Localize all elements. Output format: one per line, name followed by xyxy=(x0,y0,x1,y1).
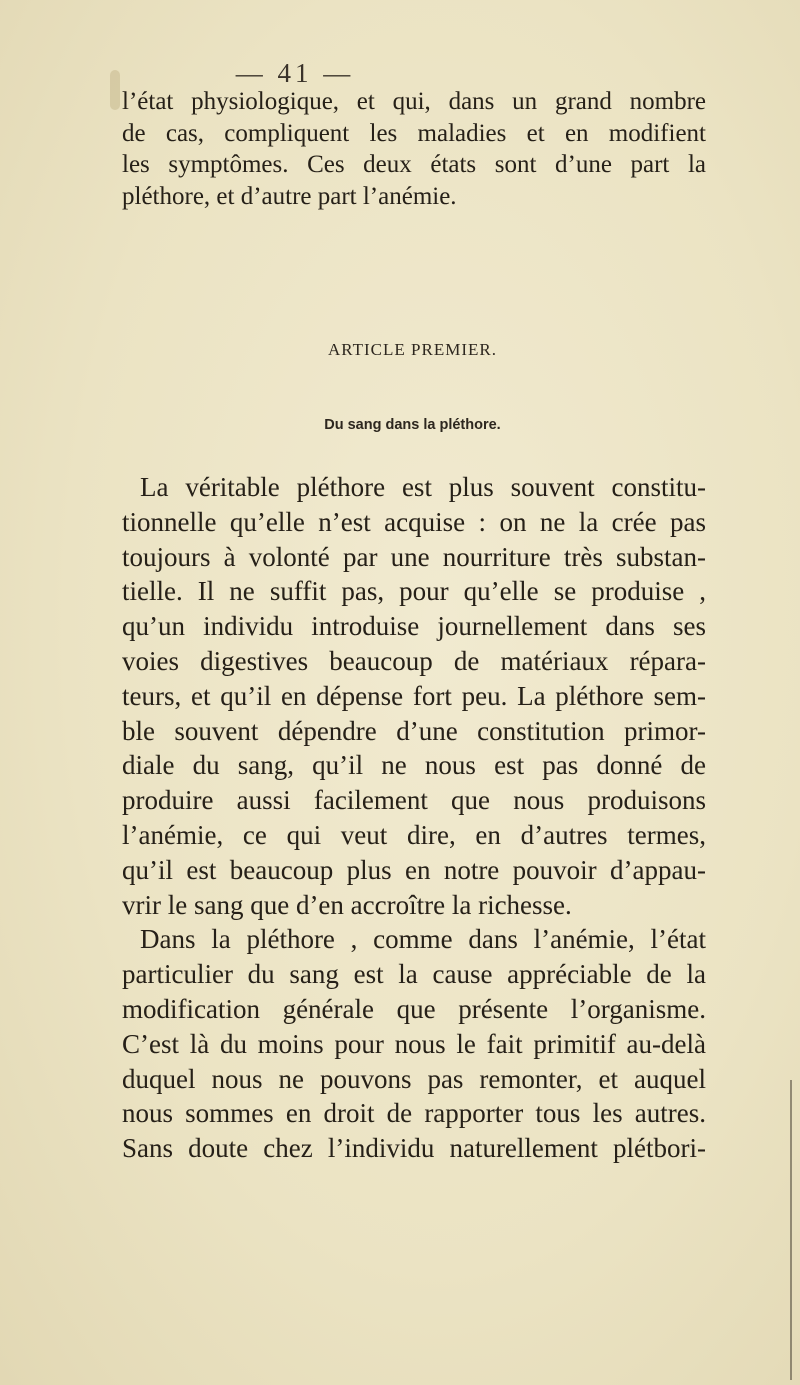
text-line: Sans doute chez l’individu naturellement plétbori- xyxy=(122,1133,706,1164)
article-heading: ARTICLE PREMIER. xyxy=(328,340,497,359)
text-line: les symptômes. Ces deux états sont d’une part la xyxy=(122,151,706,178)
text-line: Dans la pléthore , comme dans l’anémie, l’état xyxy=(140,924,706,955)
body-text xyxy=(122,470,706,1166)
text-line: nous sommes en droit de rapporter tous les autres. xyxy=(122,1098,706,1129)
text-line: tionnelle qu’elle n’est acquise : on ne la crée pas xyxy=(122,506,706,537)
text-line: de cas, compliquent les maladies et en modifient xyxy=(122,119,706,147)
text-line: qu’il est beaucoup plus en notre pouvoir d’appau- xyxy=(122,854,706,885)
page-number: — 41 — xyxy=(235,58,355,88)
text-line: ble souvent dépendre d’une constitution primor- xyxy=(122,715,706,746)
text-line: duquel nous ne pouvons pas remonter, et auquel xyxy=(122,1063,706,1094)
text-line: La véritable pléthore est plus souvent constitu- xyxy=(140,472,706,502)
text-line: C’est là du moins pour nous le fait primitif au-delà xyxy=(122,1028,706,1059)
text-line: toujours à volonté par une nourriture très substan- xyxy=(122,541,706,572)
page-edge-line xyxy=(790,1080,792,1380)
text-line: particulier du sang est la cause appréciable de la xyxy=(122,959,706,990)
text-line: l’état physiologique, et qui, dans un grand nombre xyxy=(122,88,706,115)
text-line: produire aussi facilement que nous produisons xyxy=(122,785,706,816)
text-line: diale du sang, qu’il ne nous est pas donné de xyxy=(122,750,706,781)
text-line: vrir le sang que d’en accroître la richesse. xyxy=(122,889,572,920)
text-line: tielle. Il ne suffit pas, pour qu’elle se produise , xyxy=(122,576,706,607)
text-line: l’anémie, ce qui veut dire, en d’autres termes, xyxy=(122,819,706,850)
text-line: modification générale que présente l’organisme. xyxy=(122,993,706,1024)
article-subheading: Du sang dans la pléthore. xyxy=(324,417,501,433)
text-line: qu’un individu introduise journellement dans ses xyxy=(122,611,706,642)
text-line: pléthore, et d’autre part l’anémie. xyxy=(122,182,457,210)
intro-paragraph xyxy=(122,86,706,212)
text-line: voies digestives beaucoup de matériaux répara- xyxy=(122,645,706,676)
text-line: teurs, et qu’il en dépense fort peu. La pléthore sem- xyxy=(122,680,706,711)
